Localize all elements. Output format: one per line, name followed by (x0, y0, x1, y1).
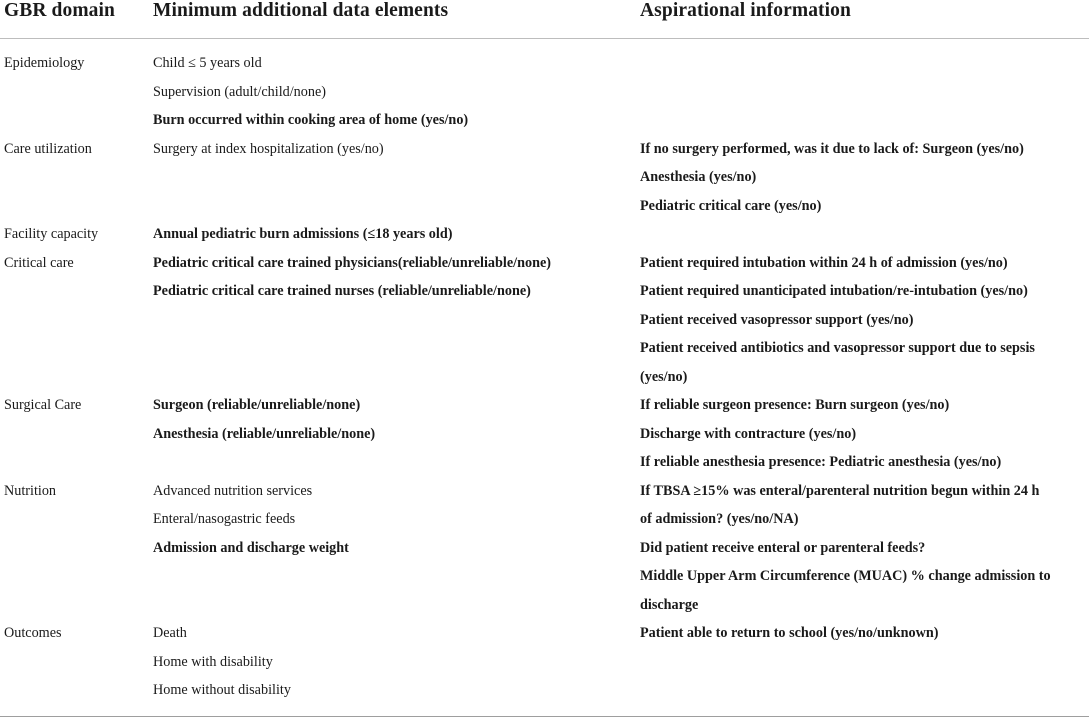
minimum-element: Admission and discharge weight (153, 539, 349, 556)
minimum-cell (153, 49, 633, 135)
table-row (0, 135, 1089, 221)
domain-label: Care utilization (4, 140, 92, 157)
table-row (0, 249, 1089, 392)
table-row (0, 220, 1089, 249)
minimum-element: Anesthesia (reliable/unreliable/none) (153, 425, 376, 442)
domain-cell (4, 49, 144, 78)
domain-label: Facility capacity (4, 226, 99, 242)
aspirational-item: Patient received vasopressor support (yes/no) (640, 311, 914, 328)
aspirational-item: If reliable surgeon presence: Burn surgeon (yes/no) (640, 397, 950, 413)
aspirational-item: Middle Upper Arm Circumference (MUAC) % change admission to (640, 568, 1051, 584)
minimum-element: Enteral/nasogastric feeds (153, 511, 296, 527)
minimum-element: Pediatric critical care trained nurses (reliable/unreliable/none) (153, 283, 531, 299)
header-aspirational-info: Aspirational information (640, 0, 851, 21)
aspirational-item: Patient received antibiotics and vasopressor support due to sepsis (640, 340, 1035, 356)
table-bottom-rule (0, 716, 1089, 717)
minimum-cell (153, 249, 633, 306)
domain-label: Nutrition (4, 482, 57, 499)
aspirational-item: Discharge with contracture (yes/no) (640, 425, 857, 442)
minimum-element: Home without disability (153, 682, 291, 698)
minimum-element: Child ≤ 5 years old (153, 55, 262, 71)
minimum-element: Death (153, 625, 187, 641)
aspirational-cell (640, 249, 1085, 392)
aspirational-item: Did patient receive enteral or parenteral feeds? (640, 539, 926, 556)
minimum-element: Surgery at index hospitalization (yes/no) (153, 140, 384, 157)
aspirational-item: (yes/no) (640, 368, 688, 385)
minimum-element: Home with disability (153, 653, 273, 670)
aspirational-item: If reliable anesthesia presence: Pediatric anesthesia (yes/no) (640, 454, 1002, 470)
aspirational-item: Patient able to return to school (yes/no/unknown) (640, 625, 939, 641)
domain-cell (4, 619, 144, 648)
aspirational-cell (640, 391, 1085, 477)
table-row (0, 619, 1089, 705)
minimum-cell (153, 135, 633, 164)
minimum-element: Advanced nutrition services (153, 482, 313, 499)
aspirational-item: Patient required intubation within 24 h of admission (yes/no) (640, 254, 1008, 271)
domain-cell (4, 249, 144, 278)
aspirational-item: Patient required unanticipated intubation/re-intubation (yes/no) (640, 283, 1028, 299)
domain-cell (4, 391, 144, 420)
header-gbr-domain: GBR domain (4, 0, 115, 21)
minimum-cell (153, 477, 633, 563)
aspirational-item: of admission? (yes/no/NA) (640, 511, 799, 527)
aspirational-cell (640, 619, 1085, 648)
aspirational-item: discharge (640, 596, 699, 613)
aspirational-cell (640, 135, 1085, 221)
table-row (0, 477, 1089, 620)
aspirational-item: Anesthesia (yes/no) (640, 169, 757, 185)
minimum-cell (153, 619, 633, 705)
minimum-element: Surgeon (reliable/unreliable/none) (153, 397, 361, 413)
domain-cell (4, 220, 144, 249)
table-header (0, 0, 1089, 39)
aspirational-item: If no surgery performed, was it due to lack of: Surgeon (yes/no) (640, 140, 1024, 157)
domain-label: Epidemiology (4, 55, 85, 71)
minimum-cell (153, 220, 633, 249)
domain-cell (4, 135, 144, 164)
aspirational-item: If TBSA ≥15% was enteral/parenteral nutrition begun within 24 h (640, 482, 1040, 499)
header-minimum-elements: Minimum additional data elements (153, 0, 449, 21)
table-row (0, 391, 1089, 477)
minimum-cell (153, 391, 633, 448)
minimum-element: Supervision (adult/child/none) (153, 83, 326, 100)
domain-cell (4, 477, 144, 506)
domain-label: Outcomes (4, 625, 62, 641)
domain-label: Critical care (4, 254, 74, 271)
minimum-element: Burn occurred within cooking area of home (yes/no) (153, 112, 469, 128)
domain-label: Surgical Care (4, 397, 82, 413)
aspirational-cell (640, 477, 1085, 620)
minimum-element: Annual pediatric burn admissions (≤18 years old) (153, 226, 453, 242)
minimum-element: Pediatric critical care trained physicians(reliable/unreliable/none) (153, 254, 551, 271)
table-row (0, 49, 1089, 135)
aspirational-item: Pediatric critical care (yes/no) (640, 197, 822, 214)
